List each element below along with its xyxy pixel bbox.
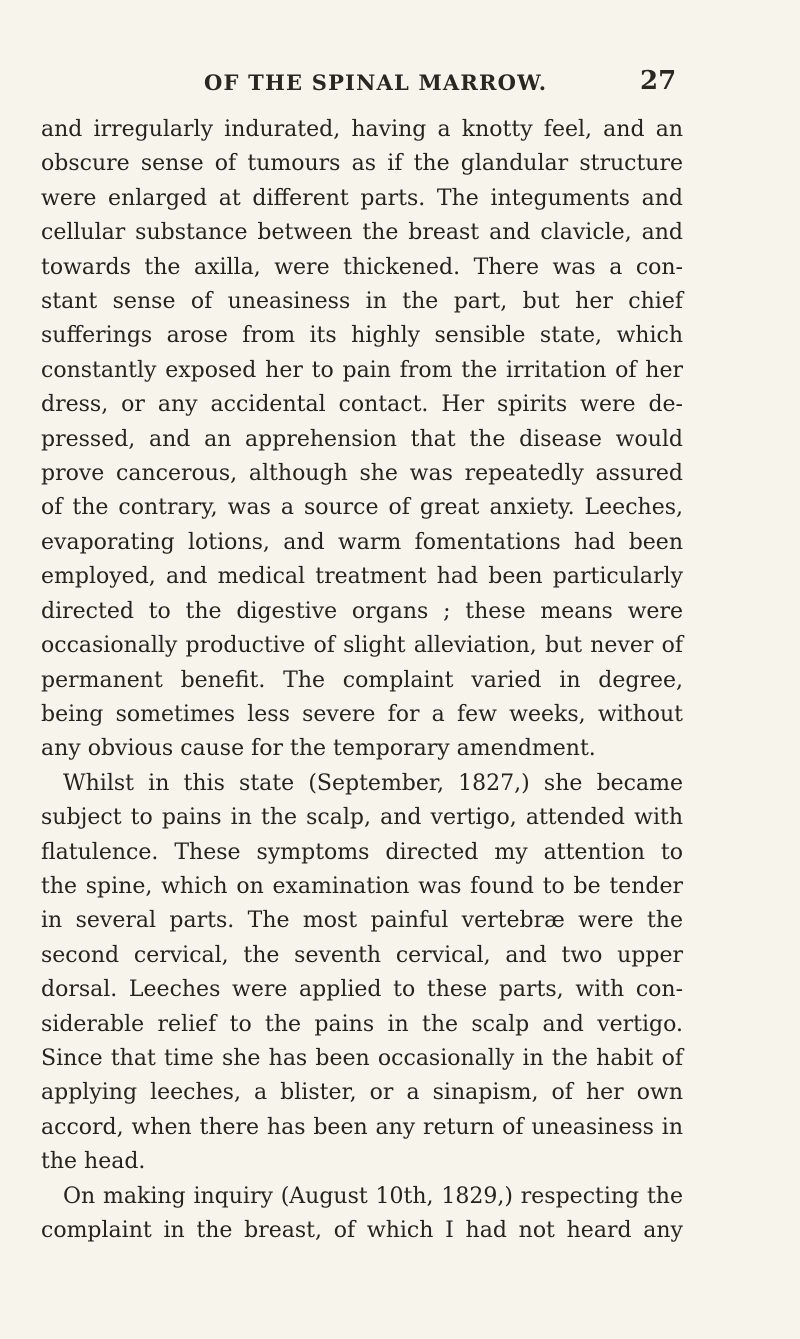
text-line: any obvious cause for the temporary amendment. xyxy=(41,736,596,762)
text-line: permanent benefit. The complaint varied in degree, xyxy=(41,667,683,693)
text-line: the spine, which on examination was found to be tender xyxy=(41,873,683,899)
text-line: complaint in the breast, of which I had not heard any xyxy=(41,1218,683,1243)
text-line: flatulence. These symptoms directed my attention to xyxy=(41,839,683,865)
text-line: dress, or any accidental contact. Her spirits were de- xyxy=(41,392,683,418)
text-line: of the contrary, was a source of great anxiety. Leeches, xyxy=(41,495,683,521)
text-line: second cervical, the seventh cervical, and two upper xyxy=(41,942,683,968)
running-head: OF THE SPINAL MARROW. xyxy=(204,70,548,95)
text-line: evaporating lotions, and warm fomentations had been xyxy=(41,529,683,555)
text-line: cellular substance between the breast and clavicle, and xyxy=(41,220,683,246)
page-header xyxy=(40,66,680,102)
text-line: stant sense of uneasiness in the part, but her chief xyxy=(41,289,683,315)
text-line: constantly exposed her to pain from the irritation of her xyxy=(41,357,683,383)
text-line: pressed, and an apprehension that the disease would xyxy=(41,426,683,452)
text-line: sufferings arose from its highly sensible state, which xyxy=(41,323,683,349)
text-line: employed, and medical treatment had been particularly xyxy=(41,564,683,590)
text-line: directed to the digestive organs ; these means were xyxy=(41,598,683,624)
text-line: siderable relief to the pains in the scalp and vertigo. xyxy=(41,1011,683,1037)
text-line: obscure sense of tumours as if the glandular structure xyxy=(41,151,683,177)
text-line: in several parts. The most painful vertebræ were the xyxy=(41,908,683,934)
text-line: were enlarged at different parts. The integuments and xyxy=(41,185,683,211)
text-line: Whilst in this state (September, 1827,) she became xyxy=(63,770,683,796)
text-line: On making inquiry (August 10th, 1829,) respecting the xyxy=(63,1183,683,1209)
text-line: the head. xyxy=(41,1149,146,1175)
text-line: dorsal. Leeches were applied to these parts, with con- xyxy=(41,977,683,1003)
text-line: Since that time she has been occasionally in the habit of xyxy=(41,1045,683,1071)
text-line: towards the axilla, were thickened. There was a con- xyxy=(41,254,683,280)
text-line: subject to pains in the scalp, and vertigo, attended with xyxy=(41,805,683,831)
text-line: accord, when there has been any return of uneasiness in xyxy=(41,1114,683,1140)
text-line: occasionally productive of slight alleviation, but never of xyxy=(41,633,683,659)
text-line: prove cancerous, although she was repeatedly assured xyxy=(41,461,683,487)
text-line: being sometimes less severe for a few weeks, without xyxy=(41,701,683,727)
text-line: and irregularly indurated, having a knotty feel, and an xyxy=(41,117,683,142)
body-text xyxy=(41,113,683,1248)
page-number: 27 xyxy=(640,66,677,96)
text-line: applying leeches, a blister, or a sinapism, of her own xyxy=(41,1080,683,1106)
